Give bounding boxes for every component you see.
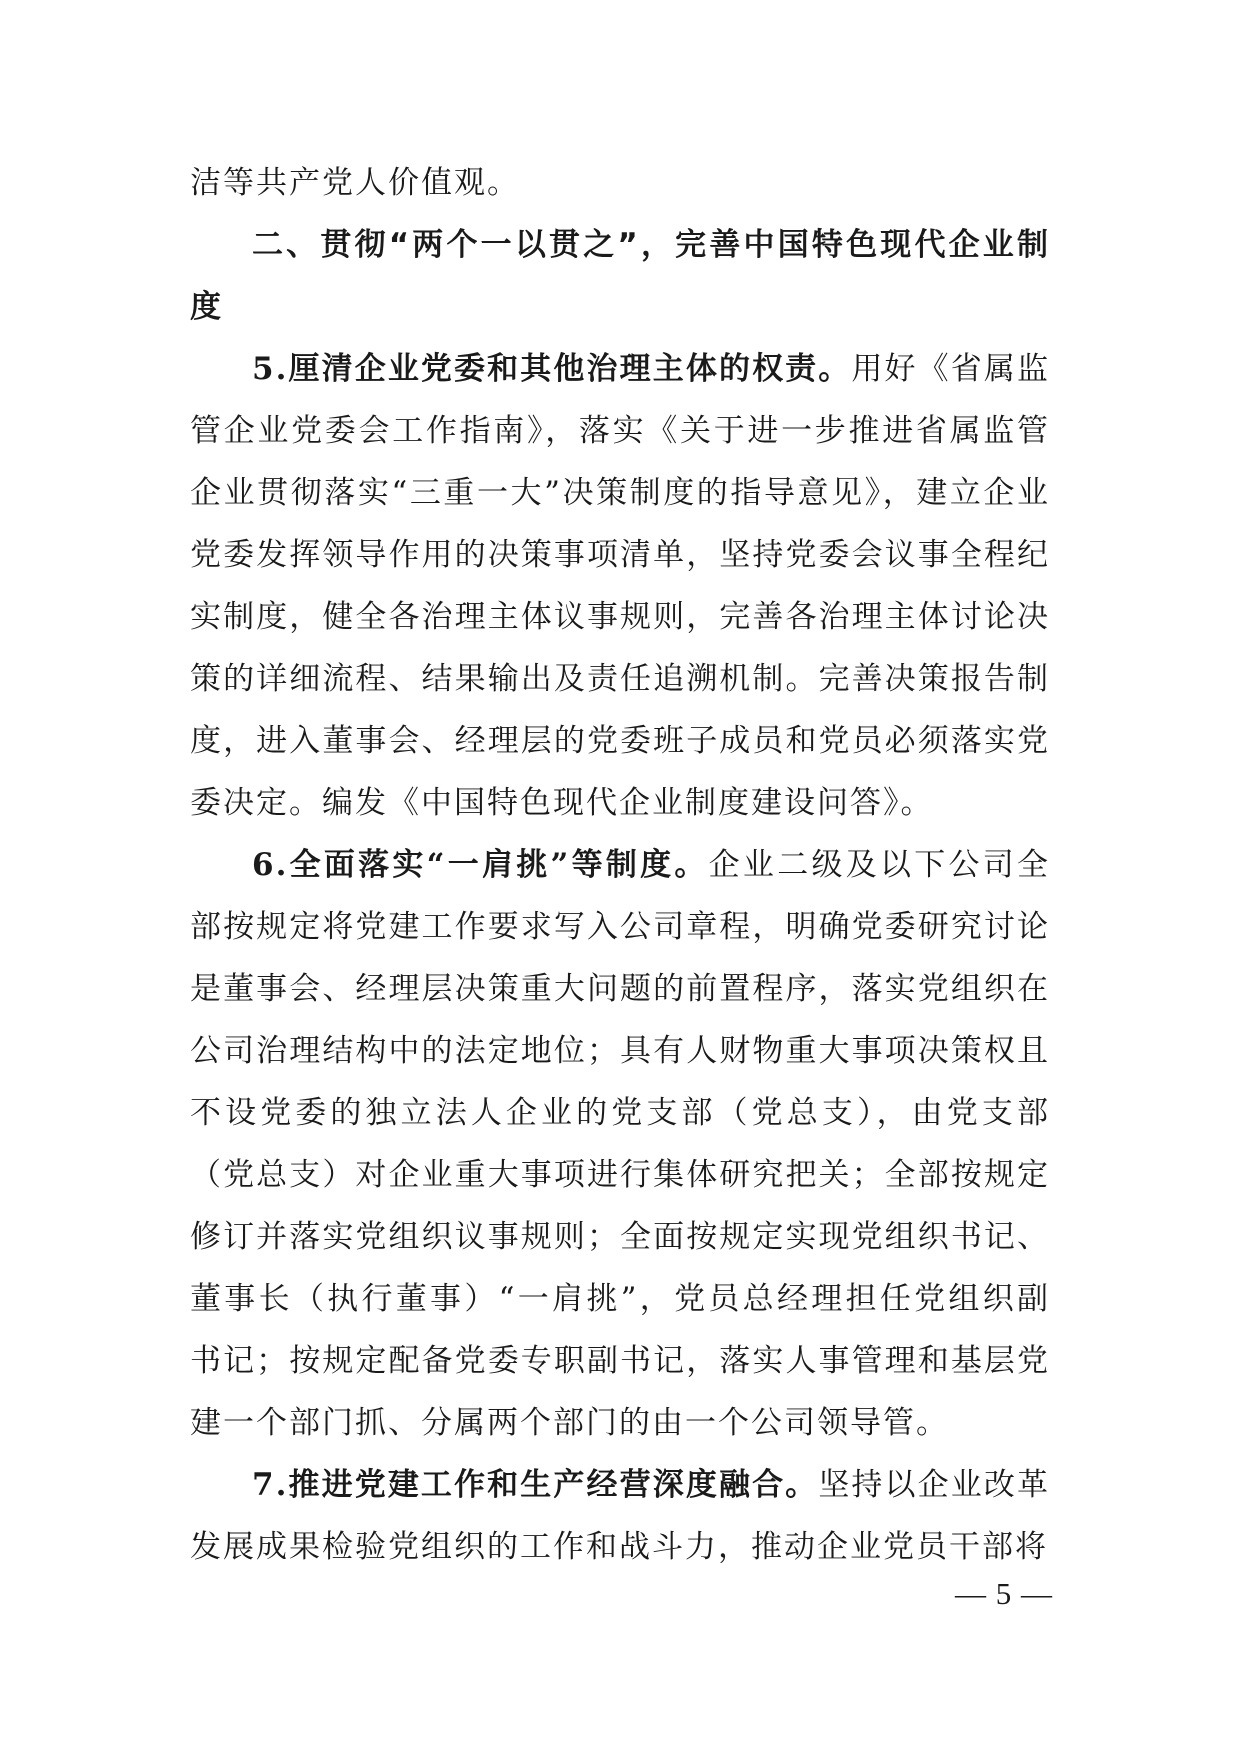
document-body (190, 152, 1050, 1578)
page-number: — 5 — (955, 1576, 1053, 1611)
paragraph-body-7: 坚持以企业改革发展成果检验党组织的工作和战斗力，推动企业党员干部将 (190, 1467, 1050, 1565)
paragraph-item-5 (190, 338, 1050, 834)
paragraph-lead-7: 7.推进党建工作和生产经营深度融合。 (252, 1467, 819, 1503)
paragraph-lead-6: 6.全面落实“一肩挑”等制度。 (252, 847, 709, 883)
section-heading: 二、贯彻“两个一以贯之”，完善中国特色现代企业制度 (190, 227, 1050, 325)
paragraph-continuation: 洁等共产党人价值观。 (190, 165, 520, 201)
paragraph-body-6: 企业二级及以下公司全部按规定将党建工作要求写入公司章程，明确党委研究讨论是董事会、经理层决策重大问题的前置程序，落实党组织在公司治理结构中的法定地位；具有人财物重大事项决策权且不设党委的独立法人企业的党支部（党总支），由党支部（党总支）对企业重大事项进行集体研究把关；全部按规定修订并落实党组织议事规则；全面按规定实现党组织书记、董事长（执行董事）“一肩挑”，党员总经理担任党组织副书记；按规定配备党委专职副书记，落实人事管理和基层党建一个部门抓、分属两个部门的由一个公司领导管。 (190, 847, 1051, 1441)
paragraph-lead-5: 5.厘清企业党委和其他治理主体的权责。 (252, 351, 852, 387)
paragraph-body-5: 用好《省属监管企业党委会工作指南》，落实《关于进一步推进省属监管企业贯彻落实“三重一大”决策制度的指导意见》，建立企业党委发挥领导作用的决策事项清单，坚持党委会议事全程纪实制度，健全各治理主体议事规则，完善各治理主体讨论决策的详细流程、结果输出及责任追溯机制。完善决策报告制度，进入董事会、经理层的党委班子成员和党员必须落实党委决定。编发《中国特色现代企业制度建设问答》。 (190, 351, 1050, 821)
paragraph-item-7 (190, 1454, 1050, 1578)
paragraph-item-6 (190, 834, 1050, 1454)
